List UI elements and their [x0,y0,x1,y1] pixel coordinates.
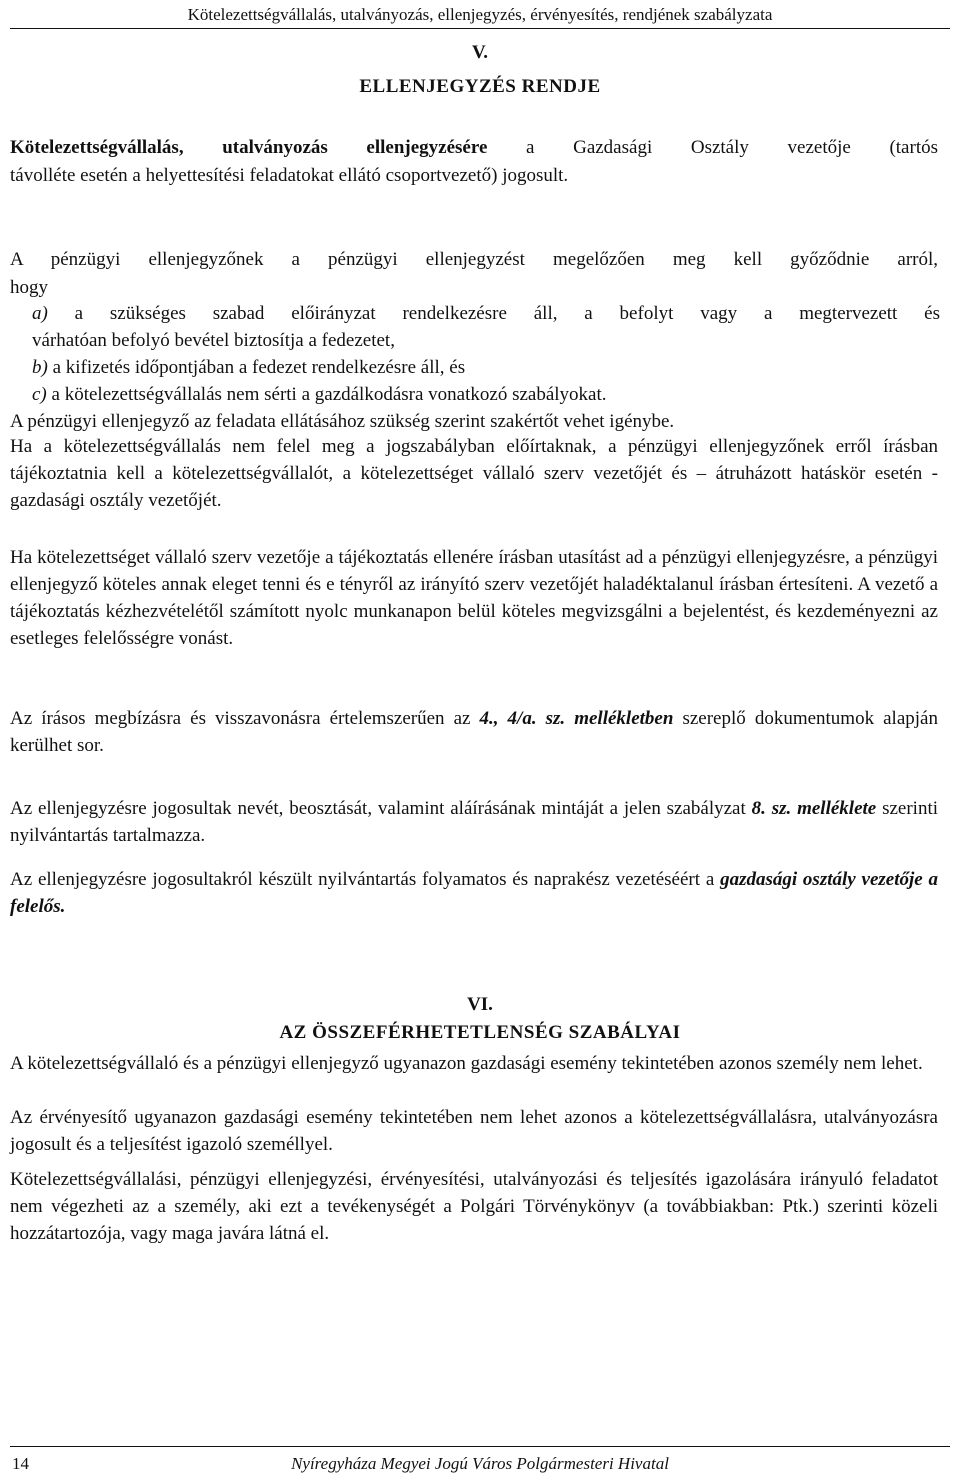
section-vi-title: AZ ÖSSZEFÉRHETETLENSÉG SZABÁLYAI [279,1022,681,1043]
section-v-title: ELLENJEGYZÉS RENDJE [359,76,601,97]
intro-bold: Kötelezettségvállalás, utalványozás ellenjegyzésére [10,137,488,158]
running-header: Kötelezettségvállalás, utalványozás, ellenjegyzés, érvényesítés, rendjének szabályzata [10,4,950,29]
paragraph-vi-2: Az érvényesítő ugyanazon gazdasági esemény tekintetében nem lehet azonos a kötelezettségvállalásra, utalványozásra jogosult és a teljesítést igazoló személlyel. [10,1107,938,1155]
expert-sentence: A pénzügyi ellenjegyző az feladata ellátásához szükség szerint szakértőt vehet igénybe. [10,411,675,432]
item-b-text: a kifizetés időpontjában a fedezet rendelkezésre áll, és [47,357,466,378]
item-c-label: c) [32,384,47,405]
written-pre: Az írásos megbízásra és visszavonásra értelemszerűen az [10,708,480,729]
paragraph-written-mandate [10,705,938,759]
registry-post: szerinti nyilvántartás tartalmazza. [10,798,938,846]
paragraph-responsibility [10,866,938,920]
intro-rest: a Gazdasági Osztály vezetője (tartós [487,137,938,158]
written-ref-annex-label: sz. mellékletben [536,708,674,729]
item-c [32,381,607,408]
registry-pre: Az ellenjegyzésre jogosultak nevét, beosztását, valamint aláírásának mintáját a jelen szabályzat [10,798,752,819]
resp-bold: gazdasági osztály vezetője a felelős. [10,869,938,917]
intro-line-2: távolléte esetén a helyettesítési feladatokat ellátó csoportvezető) jogosult. [10,165,569,186]
intro-line-1 [10,134,938,161]
lead-line-1: A pénzügyi ellenjegyzőnek a pénzügyi ellenjegyzést megelőzően meg kell győződnie arról, [10,249,938,270]
section-v-number: V. [471,42,489,63]
item-b [32,354,465,381]
paragraph-registry [10,795,938,849]
paragraph-vi-1: A kötelezettségvállaló és a pénzügyi ellenjegyző ugyanazon gazdasági esemény tekintetében azonos személy nem lehet. [10,1053,923,1074]
paragraph-vi-3: Kötelezettségvállalási, pénzügyi ellenjegyzési, érvényesítési, utalványozási és teljesítés igazolására irányuló feladatot nem végezheti az a személy, aki ezt a tevékenységét a Polgári Törvénykönyv (a továbbiakban: Ptk.) szerinti közeli hozzátartozója, vagy maga javára látná el. [10,1169,938,1244]
section-vi-number: VI. [467,994,493,1015]
paragraph-ha-2: Ha kötelezettséget vállaló szerv vezetője a tájékoztatás ellenére írásban utasítást ad a pénzügyi ellenjegyzésre, a pénzügyi ellenjegyző köteles annak eleget tenni és e tényről az irányító szerv vezetőjét haladéktalanul írásban értesíteni. A vezető a tájékoztatás kézhezvételétől számított nyolc munkanapon belül köteles megvizsgálni a bejelentést, és kezdeményezni az esetleges felelősségre vonást. [10,547,938,649]
registry-ref: 8. sz. melléklete [751,798,877,819]
written-post: szereplő dokumentumok alapján kerülhet sor. [10,708,938,756]
item-a-label: a) [32,303,48,324]
resp-pre: Az ellenjegyzésre jogosultakról készült nyilvántartás folyamatos és naprakész vezetéséért a [10,869,721,890]
item-c-text: a kötelezettségvállalás nem sérti a gazdálkodásra vonatkozó szabályokat. [46,384,607,405]
item-a-text: a szükséges szabad előirányzat rendelkezésre áll, a befolyt vagy a megtervezett és [47,303,940,324]
footer-rule [10,1446,950,1447]
item-a-line-1 [32,300,940,327]
footer-organization: Nyíregyháza Megyei Jogú Város Polgármesteri Hivatal [291,1454,669,1473]
page-number: 14 [12,1454,29,1473]
written-ref-annex: 4., 4/a. [479,708,537,729]
item-b-label: b) [32,357,48,378]
lead-line-2: hogy [10,277,48,298]
paragraph-ha-1: Ha a kötelezettségvállalás nem felel meg a jogszabályban előírtaknak, a pénzügyi ellenjegyzőnek erről írásban tájékoztatnia kell a kötelezettségvállalót, a kötelezettséget vállaló szerv vezetőjét és – átruházott hatáskör esetén - gazdasági osztály vezetőjét. [10,436,938,511]
item-a-line-2: várhatóan befolyó bevétel biztosítja a fedezetet, [32,330,395,351]
